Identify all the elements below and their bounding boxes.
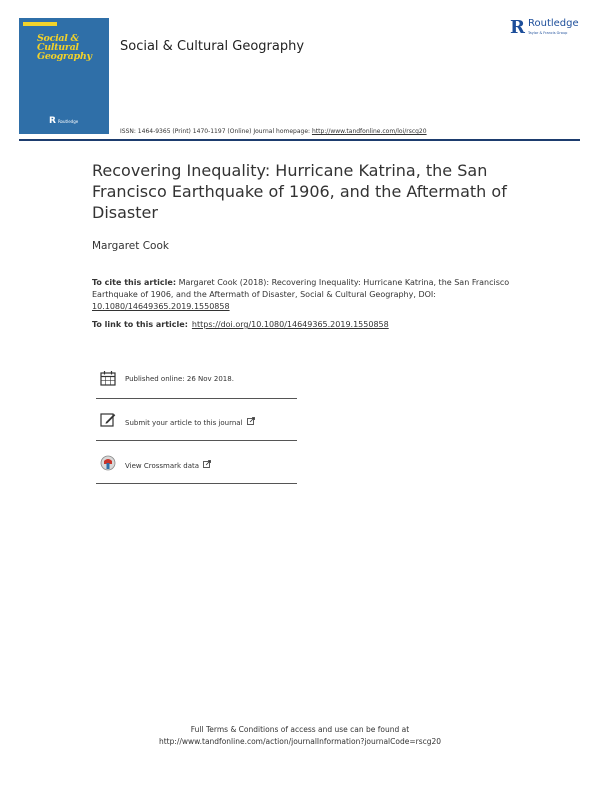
cover-title-line: Cultural [37, 42, 79, 53]
cover-title [37, 34, 105, 61]
citation-label: To cite this article: [92, 278, 177, 287]
crossmark-icon [100, 455, 116, 471]
submit-article-label: Submit your article to this journal [125, 419, 243, 427]
header-divider [19, 139, 580, 141]
submit-article-row[interactable] [96, 404, 297, 441]
link-label: To link to this article: [92, 320, 188, 329]
issn-line [120, 128, 427, 135]
footer-url[interactable]: http://www.tandfonline.com/action/journalInformation?journalCode=rscg20 [158, 737, 442, 746]
published-online-text: Published online: 26 Nov 2018. [125, 375, 234, 383]
footer-terms: Full Terms & Conditions of access and use can be found at [190, 725, 410, 734]
crossmark-text[interactable] [125, 460, 211, 470]
edit-icon [100, 412, 116, 428]
cover-title-line: Geography [37, 51, 92, 62]
footer [0, 724, 600, 748]
submit-article-text[interactable] [125, 417, 255, 427]
article-title: Recovering Inequality: Hurricane Katrina, the San Francisco Earthquake of 1906, and the Aftermath of Disaster [92, 161, 507, 222]
journal-name: Social & Cultural Geography [120, 39, 305, 54]
publisher-name: Routledge [528, 18, 579, 29]
cover-title-line: Social & [37, 33, 79, 44]
published-online-row [96, 362, 297, 399]
external-link-icon [247, 417, 255, 425]
routledge-r-icon: R [510, 17, 525, 38]
publisher-logo[interactable] [510, 17, 590, 41]
issn-text: ISSN: 1464-9365 (Print) 1470-1197 (Online) Journal homepage: [120, 128, 312, 135]
cover-routledge-logo [49, 116, 78, 126]
crossmark-label: View Crossmark data [125, 462, 200, 470]
cover-ribbon [23, 22, 57, 26]
publisher-tagline: Taylor & Francis Group [528, 31, 568, 35]
citation-doi-link[interactable]: 10.1080/14649365.2019.1550858 [92, 302, 230, 311]
external-link-icon [203, 460, 211, 468]
article-doi-link[interactable]: https://doi.org/10.1080/14649365.2019.1550858 [191, 320, 389, 329]
cover-logo-mark: R [49, 116, 56, 126]
article-author: Margaret Cook [92, 240, 169, 252]
citation-text: Margaret Cook (2018): Recovering Inequality: Hurricane Katrina, the San Francisco Earthquake of 1906, and the Aftermath of Disaster, Social & Cultural Geography, DOI: [92, 278, 510, 299]
citation-block [92, 277, 532, 313]
article-link-block [92, 320, 389, 329]
crossmark-row[interactable] [96, 447, 297, 484]
journal-homepage-link[interactable]: http://www.tandfonline.com/loi/rscg20 [311, 128, 427, 135]
journal-cover-image [19, 18, 109, 134]
cover-logo-text: Routledge [57, 119, 79, 124]
calendar-icon [100, 370, 116, 386]
